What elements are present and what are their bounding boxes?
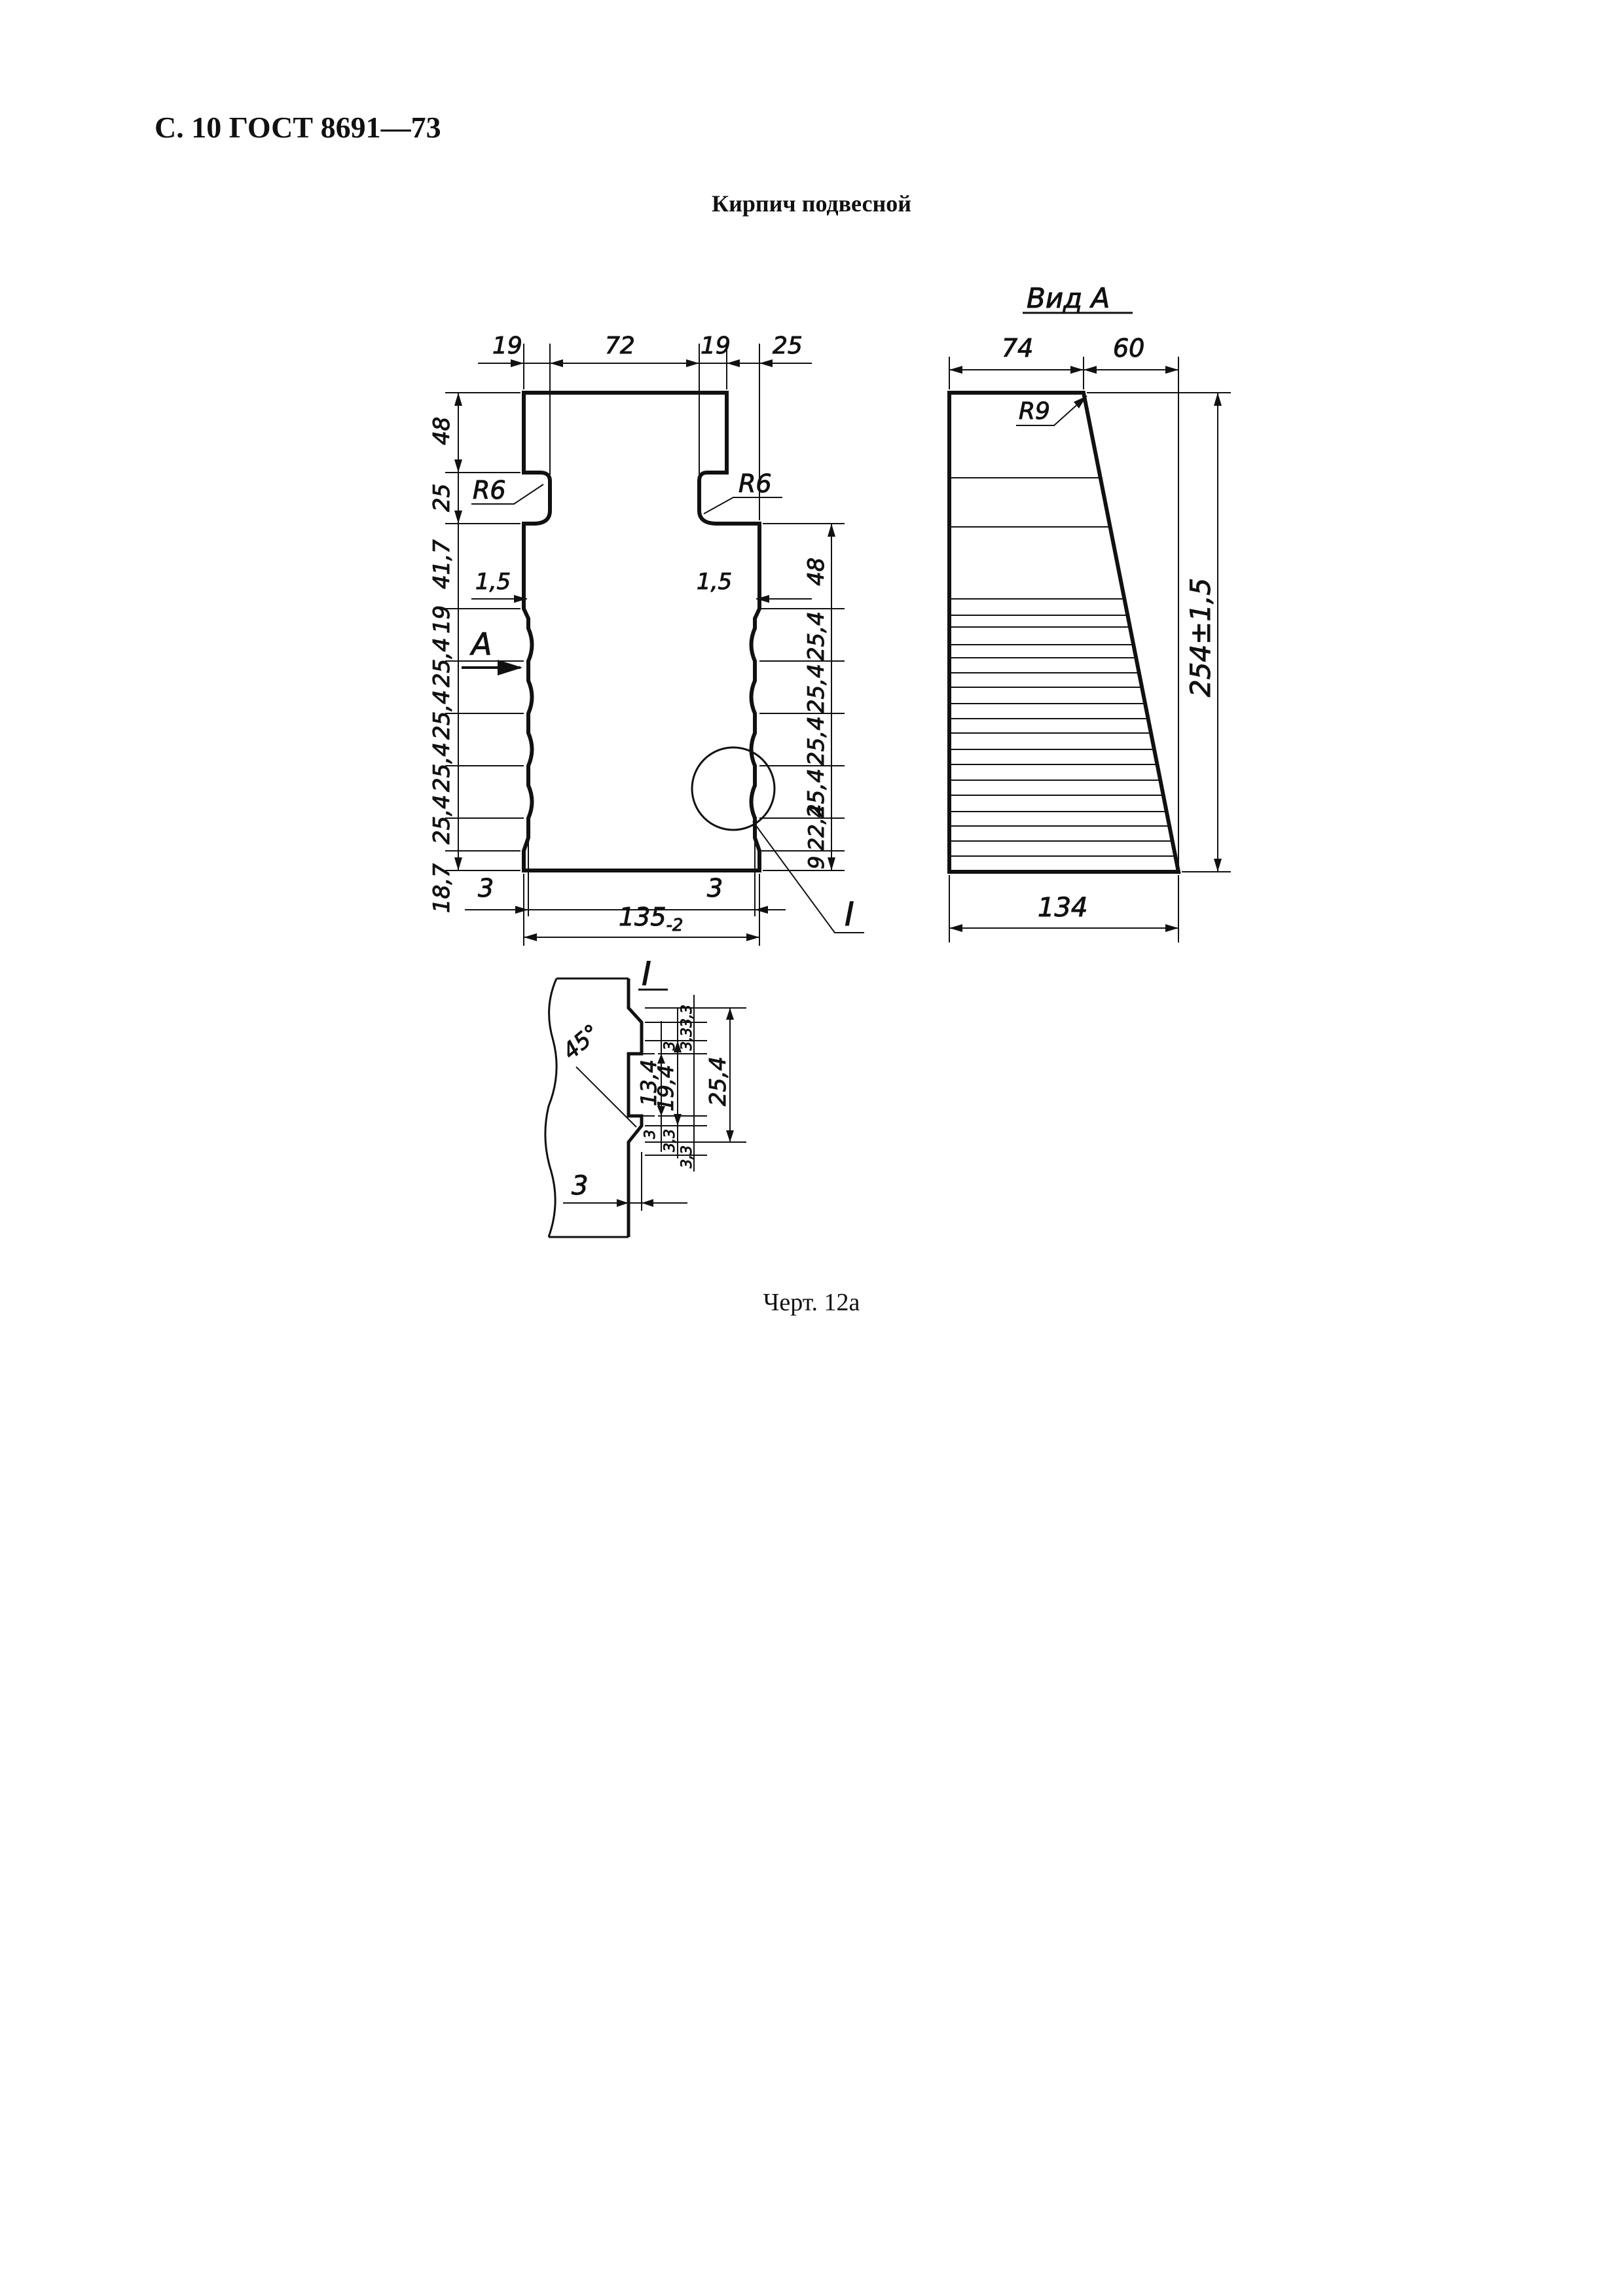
- dim-top-19-left: 19: [492, 332, 522, 359]
- page-header: С. 10 ГОСТ 8691—73: [155, 111, 441, 144]
- detail-dim-25-4: 25,4: [705, 1056, 731, 1106]
- offset-right-label: 1,5: [697, 569, 733, 595]
- detail-small-dim-c: 3,3: [679, 1028, 695, 1050]
- dim-top-72: 72: [605, 332, 635, 359]
- dim-left-41-7: 41,7: [429, 539, 455, 589]
- dim-right-25-4-d: 25,4: [803, 768, 830, 818]
- front-extension-lines: [445, 344, 845, 946]
- detail-groove-profile: [629, 978, 642, 1237]
- figure-caption: Черт. 12а: [763, 1289, 860, 1316]
- detail-offset-3: 3: [572, 1171, 589, 1201]
- dim-right-25-4-c: 25,4: [803, 716, 830, 766]
- detail-small-dim-e: 3,3: [662, 1129, 678, 1152]
- detail-dim-13-4: 13,4: [636, 1059, 661, 1106]
- dim-left-25-4-a: 25,4: [429, 637, 455, 687]
- dim-left-48: 48: [429, 416, 455, 445]
- side-view-label: Вид А: [1027, 282, 1110, 314]
- dim-left-25-4-c: 25,4: [429, 742, 455, 792]
- detail-callout-label: I: [845, 895, 854, 933]
- detail-title: I: [642, 955, 651, 993]
- dim-left-18-7: 18,7: [429, 863, 455, 913]
- detail-small-dim-a: 3,3: [679, 1005, 695, 1028]
- dim-left-25: 25: [429, 483, 455, 512]
- side-view: [949, 282, 1231, 942]
- side-radius-label: R9: [1019, 398, 1050, 425]
- dim-top-19-right: 19: [701, 332, 731, 359]
- side-hatch-lines: [949, 478, 1176, 856]
- detail-view: [545, 955, 746, 1237]
- detail-break-line: [545, 978, 556, 1237]
- radius-leader-right: [704, 497, 782, 514]
- detail-small-dim-f: 3,3: [679, 1145, 695, 1168]
- dim-top-25: 25: [773, 332, 803, 359]
- dim-right-48: 48: [803, 557, 830, 586]
- dim-width-135: $135_{-2}$: [619, 903, 684, 935]
- front-view: [429, 332, 864, 946]
- dim-right-25-4-b: 25,4: [803, 664, 830, 713]
- detail-small-dim-d: 3: [642, 1130, 659, 1139]
- dim-bottom-3-left: 3: [478, 874, 494, 903]
- dim-right-22-4: 22,4: [804, 804, 829, 851]
- side-dim-74: 74: [1002, 334, 1034, 363]
- dim-left-25-4-b: 25,4: [429, 690, 455, 740]
- radius-left-label: R6: [473, 476, 506, 505]
- drawing-title: Кирпич подвесной: [712, 190, 911, 217]
- front-arrowheads: [454, 359, 835, 941]
- side-dim-60: 60: [1113, 334, 1145, 363]
- side-outline: [949, 393, 1178, 872]
- radius-right-label: R6: [739, 469, 772, 498]
- side-dim-height: 254±1,5: [1184, 577, 1216, 697]
- dim-left-19: 19: [429, 605, 455, 634]
- dim-right-9: 9: [804, 855, 829, 869]
- side-arrowheads: [949, 366, 1222, 932]
- dim-right-25-4-a: 25,4: [803, 611, 830, 661]
- detail-angle-label: 45°: [558, 1019, 605, 1065]
- detail-circle: [692, 747, 775, 830]
- front-outline: [524, 393, 759, 870]
- view-arrow-head: [498, 660, 522, 675]
- view-arrow-label: A: [471, 626, 492, 662]
- side-dim-134: 134: [1038, 893, 1088, 923]
- dim-bottom-3-right: 3: [707, 874, 723, 903]
- dim-left-25-4-d: 25,4: [429, 795, 455, 844]
- detail-small-dim-b: 3: [662, 1041, 678, 1050]
- offset-left-label: 1,5: [475, 569, 511, 595]
- detail-dim-19-4: 19,4: [653, 1064, 678, 1111]
